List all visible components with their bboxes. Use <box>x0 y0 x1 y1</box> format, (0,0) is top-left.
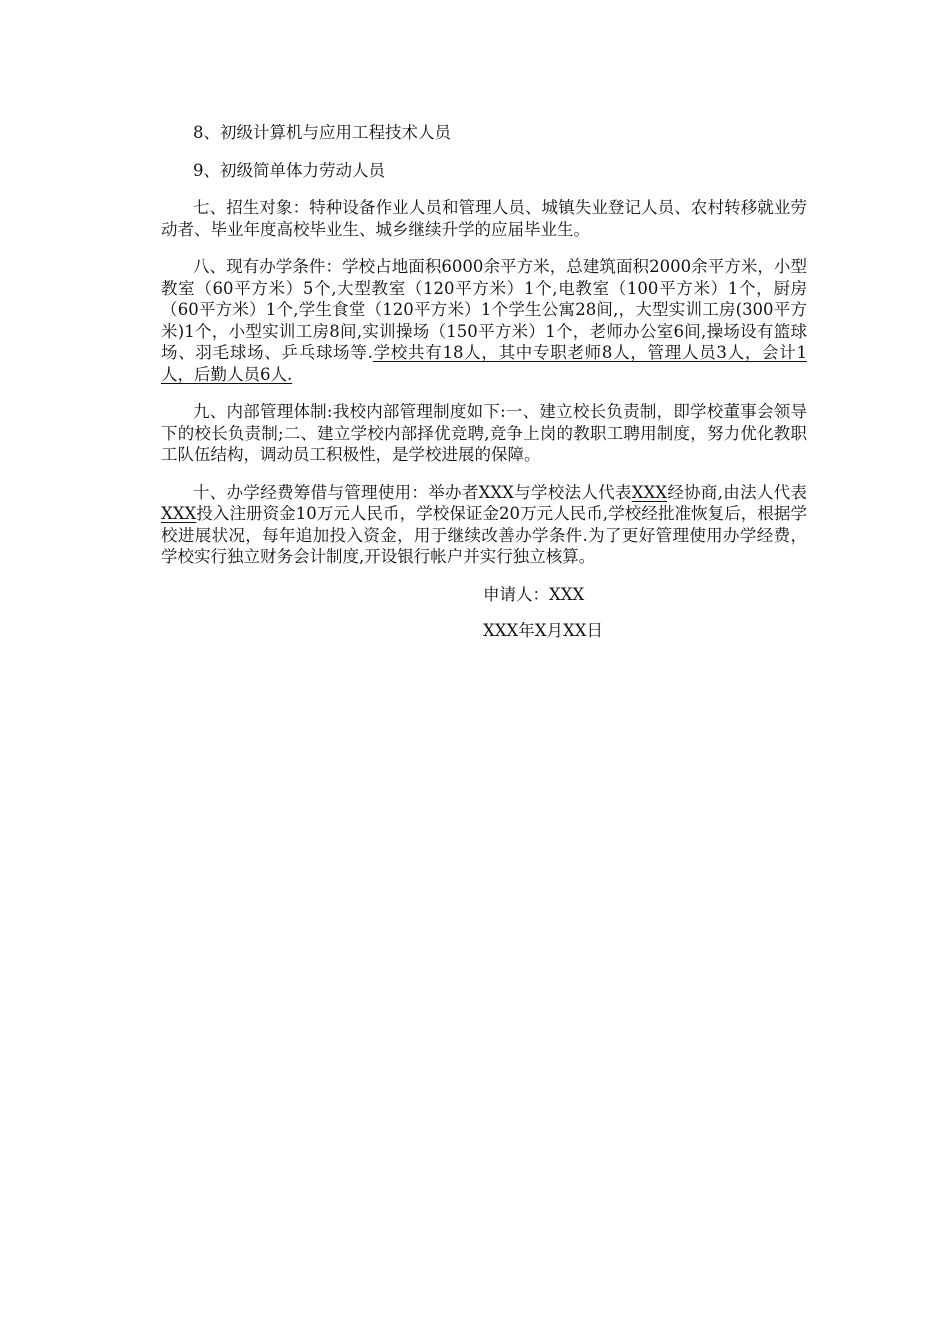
section-funding <box>161 482 807 568</box>
legal-rep-name-underlined-2: XXX <box>161 504 197 523</box>
document-body <box>161 122 807 584</box>
funding-text-b: 经协商,由法人代表 <box>667 482 807 502</box>
section-school-conditions <box>161 256 807 385</box>
school-conditions-text: 八、现有办学条件：学校占地面积6000余平方米，总建筑面积2000余平方米，小型教室（60平方米）5个,大型教室（120平方米）1个,电教室（100平方米）1个，厨房（60平方米）1个,学生食堂（120平方米）1个学生公寓28间,，大型实训工房(300平方米)1个，小型实训工房8间,实训操场（150平方米）1个，老师办公室6间,操场设有篮球场、羽毛球场、乒乓球场等. <box>161 257 807 362</box>
signature-date: XXX年X月XX日 <box>483 621 603 640</box>
list-item-9: 9、初级简单体力劳动人员 <box>193 160 385 180</box>
funding-text-c: 投入注册资金10万元人民币，学校保证金20万元人民币,学校经批准恢复后，根据学校进展状况，每年追加投入资金，用于继续改善办学条件.为了更好管理使用办学经费，学校实行独立财务会计制度,开设银行帐户并实行独立核算。 <box>161 504 807 566</box>
funding-text-a: 十、办学经费筹借与管理使用：举办者XXX与学校法人代表 <box>193 482 632 502</box>
applicant-signature: 申请人：XXX <box>483 585 585 604</box>
section-internal-management: 九、内部管理体制:我校内部管理制度如下:一、建立校长负责制，即学校董事会领导下的校长负责制;二、建立学校内部择优竞聘,竞争上岗的教职工聘用制度，努力优化教职工队伍结构，调动员工积极性，是学校进展的保障。 <box>161 402 807 464</box>
legal-rep-name-underlined: XXX <box>631 482 668 502</box>
staff-summary-underlined: 学校共有18人，其中专职老师8人，管理人员3人，会计1人，后勤人员6人. <box>161 343 807 384</box>
section-enrollment-targets: 七、招生对象：特种设备作业人员和管理人员、城镇失业登记人员、农村转移就业劳动者、毕业年度高校毕业生、城乡继续升学的应届毕业生。 <box>161 198 807 239</box>
list-item-8: 8、初级计算机与应用工程技术人员 <box>193 123 451 142</box>
